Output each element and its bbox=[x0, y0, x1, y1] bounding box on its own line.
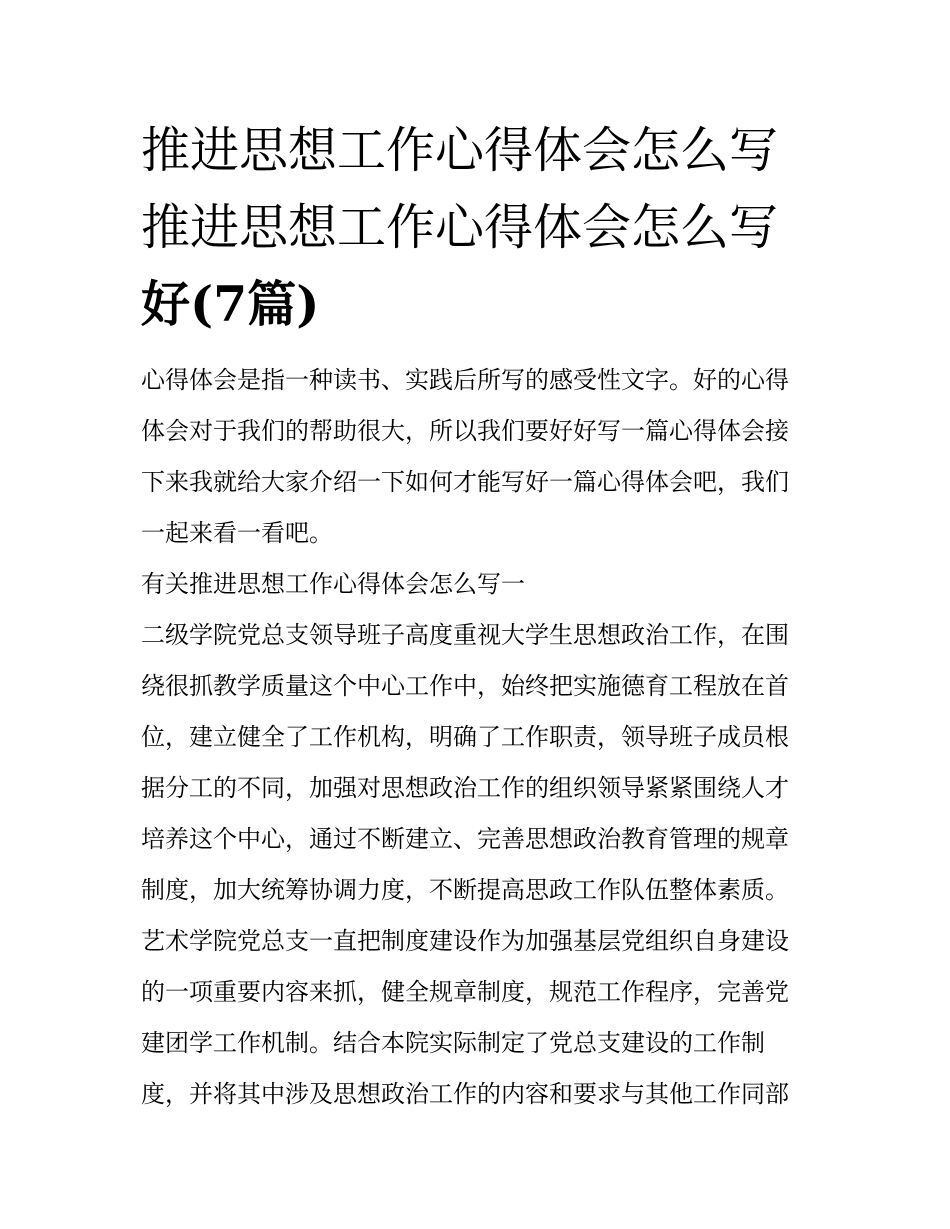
body-line: 体会对于我们的帮助很大，所以我们要好好写一篇心得体会接 bbox=[141, 417, 789, 445]
body-line: 位，建立健全了工作机构，明确了工作职责，领导班子成员根 bbox=[141, 723, 789, 751]
body-line: 建团学工作机制。结合本院实际制定了党总支建设的工作制 bbox=[141, 1029, 765, 1057]
body-line: 据分工的不同，加强对思想政治工作的组织领导紧紧围绕人才 bbox=[141, 774, 789, 802]
section-heading: 有关推进思想工作心得体会怎么写一 bbox=[141, 570, 525, 598]
body-line: 制度，加大统筹协调力度，不断提高思政工作队伍整体素质。 bbox=[141, 876, 789, 904]
body-line: 的一项重要内容来抓，健全规章制度，规范工作程序，完善党 bbox=[141, 978, 789, 1006]
title-line: 推进思想工作心得体会怎么写 bbox=[141, 199, 779, 256]
body-line: 心得体会是指一种读书、实践后所写的感受性文字。好的心得 bbox=[141, 366, 789, 394]
body-line: 艺术学院党总支一直把制度建设作为加强基层党组织自身建设 bbox=[141, 927, 789, 955]
document-body bbox=[141, 355, 821, 1120]
body-line: 二级学院党总支领导班子高度重视大学生思想政治工作，在围 bbox=[141, 621, 789, 649]
title-line: 推进思想工作心得体会怎么写 bbox=[141, 122, 779, 179]
body-line: 一起来看一看吧。 bbox=[141, 519, 333, 547]
document-title bbox=[141, 112, 821, 343]
body-line: 培养这个中心，通过不断建立、完善思想政治教育管理的规章 bbox=[141, 825, 789, 853]
body-line: 下来我就给大家介绍一下如何才能写好一篇心得体会吧，我们 bbox=[141, 468, 789, 496]
title-line: 好(7篇) bbox=[141, 275, 320, 333]
body-line: 度，并将其中涉及思想政治工作的内容和要求与其他工作同部 bbox=[141, 1080, 789, 1108]
body-line: 绕很抓教学质量这个中心工作中，始终把实施德育工程放在首 bbox=[141, 672, 789, 700]
